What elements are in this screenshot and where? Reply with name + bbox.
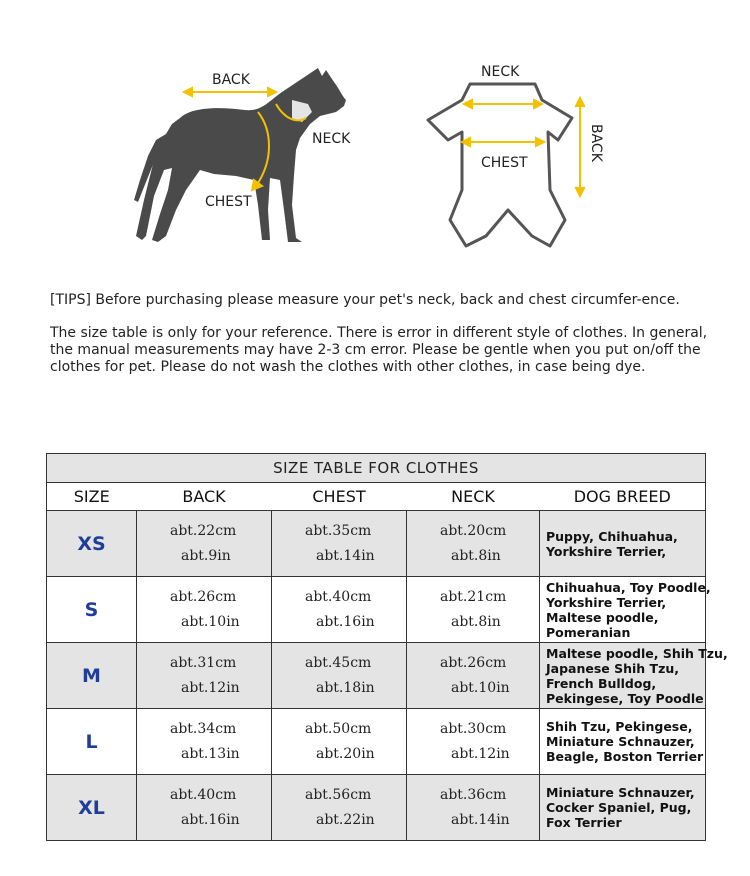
table-row [47,775,706,841]
chest-cell [272,577,407,643]
breed-line: Japanese Shih Tzu, [546,660,680,676]
tips-section [50,292,710,392]
chest-cm: abt.40cm [305,588,372,605]
header-back: BACK [137,483,272,511]
breed-cell [540,709,706,775]
tips-paragraph-2: The size table is only for your reference. There is error in different style of clothes. In general, the manual measurements may have 2-3 cm error. Please be gentle when you put on/off the clothes for pet. Please do not wash the clothes with other clothes, in case being dye. [50,325,708,375]
neck-cell [407,709,540,775]
breed-line: French Bulldog, [546,675,657,691]
table-row [47,577,706,643]
breed-line: Yorkshire Terrier, [546,543,667,559]
size-table-title: SIZE TABLE FOR CLOTHES [47,454,706,483]
back-in: abt.9in [181,547,231,564]
breed-line: Fox Terrier [546,815,622,830]
table-row [47,709,706,775]
size-label: XS [47,511,137,577]
neck-cell [407,511,540,577]
chest-cm: abt.56cm [305,786,372,803]
garment-chest-label: CHEST [481,155,528,171]
header-dog-breed: DOG BREED [540,483,706,511]
neck-in: abt.10in [451,679,510,696]
chest-cell [272,643,407,709]
chest-cm: abt.50cm [305,720,372,737]
chest-cm: abt.35cm [305,522,372,539]
size-table [46,453,728,841]
breed-line: Cocker Spaniel, Pug, [546,800,692,815]
breed-line: Pekingese, Toy Poodle [546,690,704,706]
neck-cm: abt.26cm [440,654,507,671]
chest-cell [272,511,407,577]
breed-cell [540,577,711,643]
neck-cell [407,643,540,709]
header-neck: NECK [407,483,540,511]
dog-silhouette-icon [134,68,346,242]
breed-line: Beagle, Boston Terrier [546,749,704,764]
back-in: abt.12in [181,679,240,696]
breed-line: Maltese poodle, Shih Tzu, [546,645,728,661]
breed-line: Miniature Schnauzer, [546,785,695,800]
size-label: S [47,577,137,643]
chest-cell [272,709,407,775]
measurement-illustration [0,0,750,270]
breed-line: Chihuahua, Toy Poodle, [546,579,711,595]
neck-cm: abt.20cm [440,522,507,539]
garment-chest-arrow [462,138,544,146]
chest-in: abt.22in [316,811,375,828]
breed-line: Yorkshire Terrier, [546,594,667,610]
neck-cell [407,577,540,643]
chest-in: abt.14in [316,547,375,564]
garment-back-arrow [576,98,584,196]
back-cm: abt.31cm [170,654,237,671]
back-cm: abt.34cm [170,720,237,737]
table-row [47,643,706,709]
breed-line: Maltese poodle, [546,609,659,625]
dog-back-label: BACK [212,72,250,88]
neck-cm: abt.36cm [440,786,507,803]
breed-line: Puppy, Chihuahua, [546,528,678,544]
garment-neck-arrow [464,100,542,108]
table-row [47,511,706,577]
neck-in: abt.8in [451,547,501,564]
neck-cm: abt.30cm [440,720,507,737]
tips-paragraph-1: [TIPS] Before purchasing please measure your pet's neck, back and chest circumfer-ence. [50,292,680,308]
neck-in: abt.8in [451,613,501,630]
dog-chest-label: CHEST [205,194,252,210]
size-table-header-row [47,483,706,511]
back-cell [137,577,272,643]
breed-cell [540,775,706,841]
garment-back-label: BACK [588,124,604,162]
breed-line: Miniature Schnauzer, [546,734,695,749]
dog-neck-label: NECK [312,131,351,147]
chest-cell [272,775,407,841]
neck-in: abt.14in [451,811,510,828]
back-cell [137,511,272,577]
size-label: XL [47,775,137,841]
neck-in: abt.12in [451,745,510,762]
chest-in: abt.20in [316,745,375,762]
header-size: SIZE [47,483,137,511]
header-chest: CHEST [272,483,407,511]
breed-cell [540,511,706,577]
back-in: abt.10in [181,613,240,630]
back-in: abt.16in [181,811,240,828]
size-label: M [47,643,137,709]
breed-line: Pomeranian [546,624,631,640]
back-cell [137,643,272,709]
back-in: abt.13in [181,745,240,762]
breed-line: Shih Tzu, Pekingese, [546,719,693,734]
back-cm: abt.26cm [170,588,237,605]
dog-back-arrow [184,88,276,96]
size-label: L [47,709,137,775]
garment-neck-label: NECK [481,64,520,80]
back-cell [137,709,272,775]
chest-cm: abt.45cm [305,654,372,671]
back-cell [137,775,272,841]
chest-in: abt.18in [316,679,375,696]
back-cm: abt.40cm [170,786,237,803]
neck-cell [407,775,540,841]
chest-in: abt.16in [316,613,375,630]
breed-cell [540,643,728,709]
back-cm: abt.22cm [170,522,237,539]
neck-cm: abt.21cm [440,588,507,605]
